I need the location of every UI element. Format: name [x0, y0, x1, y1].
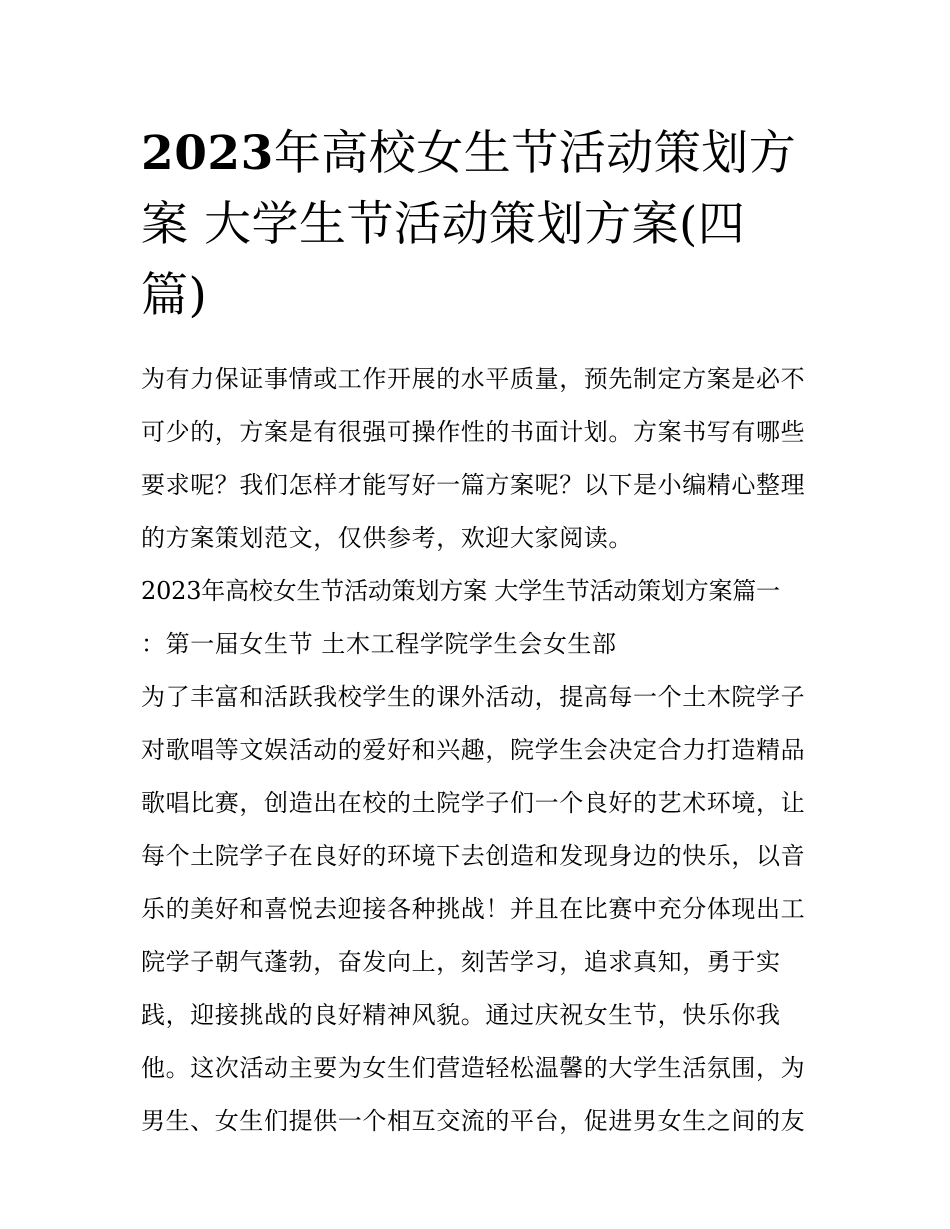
- body-line: 对歌唱等文娱活动的爱好和兴趣，院学生会决定合力打造精品: [141, 736, 806, 764]
- title-line-2: 案 大学生节活动策划方案(四: [141, 197, 746, 252]
- body-line: 院学子朝气蓬勃，奋发向上，刻苦学习，追求真知，勇于实: [141, 948, 781, 976]
- document-body: [141, 353, 821, 1148]
- document-title: [141, 118, 821, 331]
- body-line: 践，迎接挑战的良好精神风貌。通过庆祝女生节，快乐你我: [141, 1001, 781, 1029]
- body-line: 乐的美好和喜悦去迎接各种挑战！并且在比赛中充分体现出工: [141, 895, 806, 923]
- section-heading-line: ：第一届女生节 土木工程学院学生会女生部: [141, 630, 617, 658]
- intro-line: 可少的，方案是有很强可操作性的书面计划。方案书写有哪些: [141, 418, 806, 446]
- title-line-3: 篇): [141, 268, 208, 323]
- section-heading-line: 2023年高校女生节活动策划方案 大学生节活动策划方案篇一: [141, 577, 780, 605]
- intro-line: 要求呢？我们怎样才能写好一篇方案呢？以下是小编精心整理: [141, 471, 806, 499]
- intro-line: 的方案策划范文，仅供参考，欢迎大家阅读。: [141, 524, 633, 552]
- body-line: 男生、女生们提供一个相互交流的平台，促进男女生之间的友: [141, 1107, 806, 1135]
- body-line: 为了丰富和活跃我校学生的课外活动，提高每一个土木院学子: [141, 683, 806, 711]
- body-line: 他。这次活动主要为女生们营造轻松温馨的大学生活氛围，为: [141, 1054, 806, 1082]
- title-line-1-text: 年高校女生节活动策划方: [273, 126, 797, 181]
- title-year: 2023: [141, 126, 274, 181]
- body-line: 每个土院学子在良好的环境下去创造和发现身边的快乐，以音: [141, 842, 806, 870]
- body-line: 歌唱比赛，创造出在校的土院学子们一个良好的艺术环境，让: [141, 789, 806, 817]
- intro-line: 为有力保证事情或工作开展的水平质量，预先制定方案是必不: [141, 365, 806, 393]
